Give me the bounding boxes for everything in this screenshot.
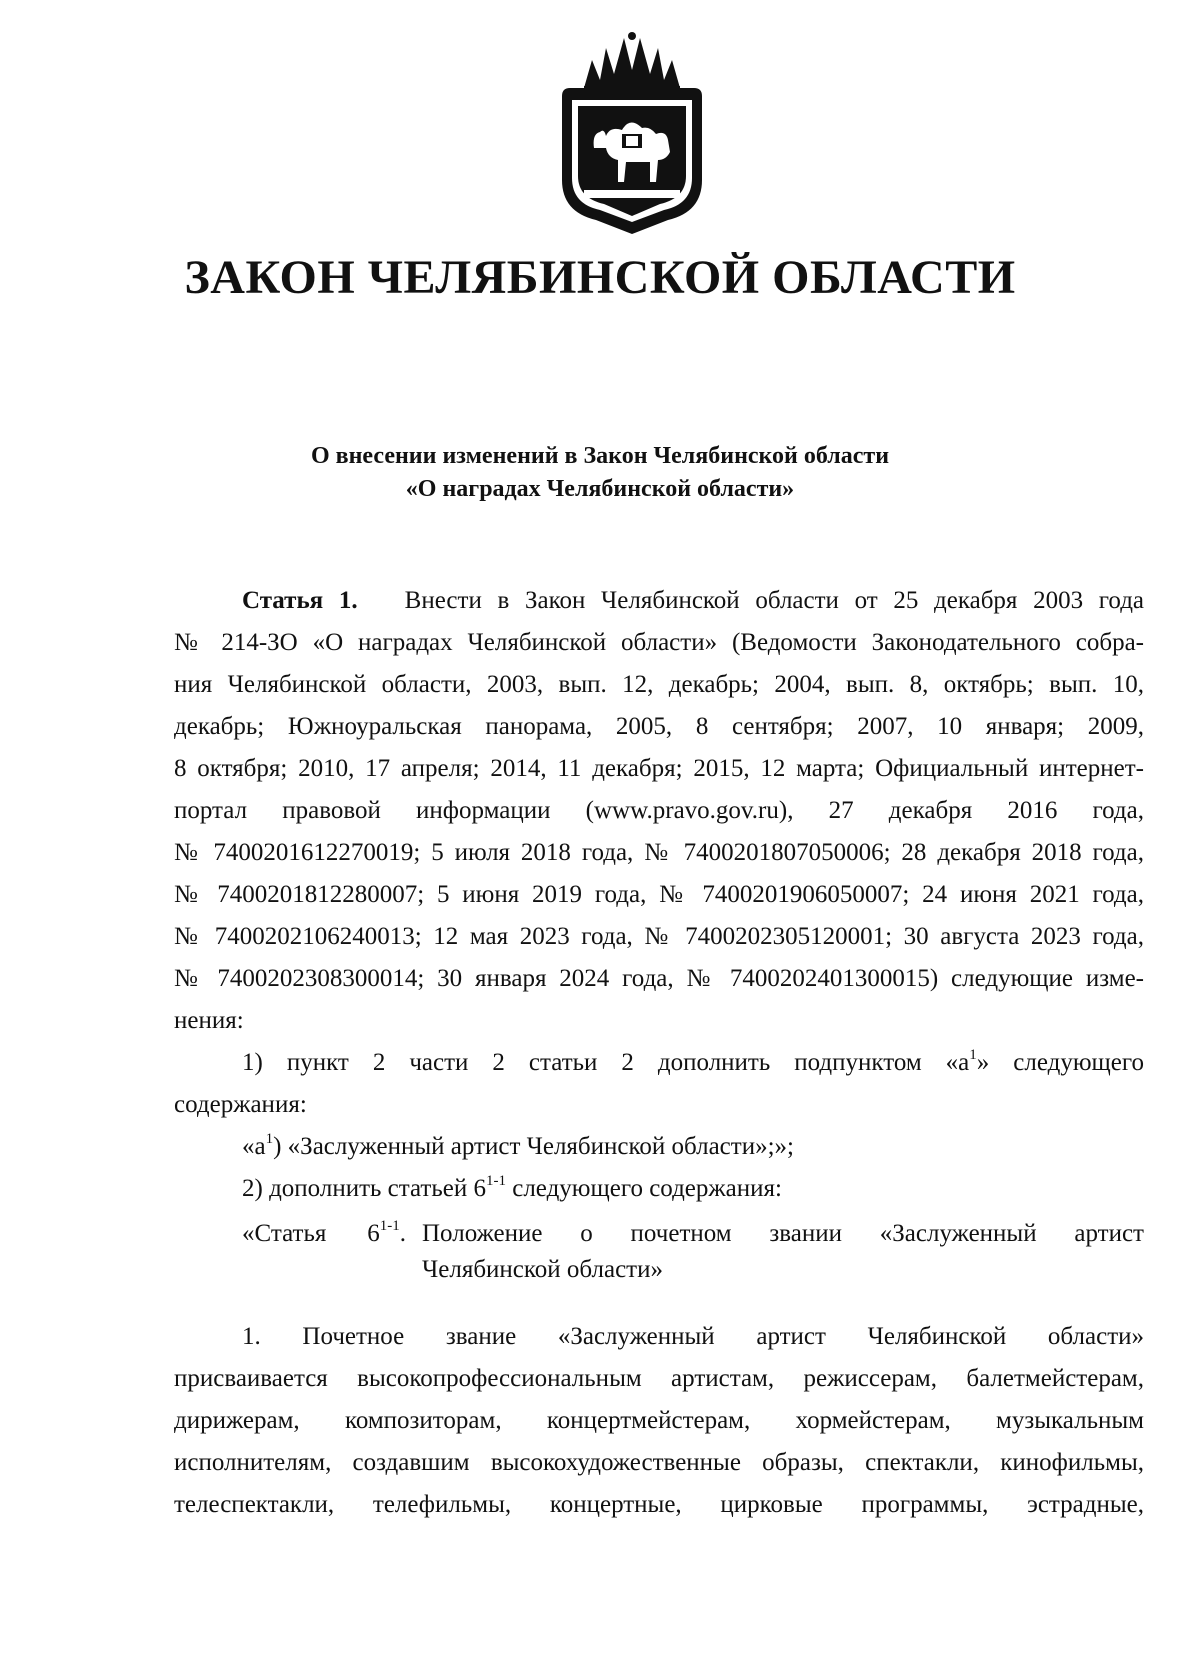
item-2-text-a: 2) дополнить статьей 6	[242, 1175, 486, 1202]
para-1-line-2: дирижерам, композиторам, концертмейстерам, хормейстерам, музыкальным	[174, 1407, 1144, 1434]
para-1-line-3: исполнителям, создавшим высокохудожественные образы, спектакли, кинофильмы,	[174, 1449, 1144, 1476]
quote-superscript: 1	[265, 1131, 274, 1147]
article-1-line-7: № 7400201812280007; 5 июня 2019 года, № 7400201906050007; 24 июня 2021 года,	[174, 881, 1144, 908]
subtitle-line-2: «О наградах Челябинской области»	[405, 476, 795, 502]
coat-of-arms-icon	[548, 30, 716, 238]
article-1-line-8: № 7400202106240013; 12 мая 2023 года, № 7400202305120001; 30 августа 2023 года,	[174, 923, 1144, 950]
article-label: Статья 1.	[242, 587, 358, 614]
article-1-text: Внести в Закон Челябинской области от 25 декабря 2003 года	[404, 587, 1145, 614]
article-1-line-10: нения:	[174, 1007, 244, 1034]
item-2-text-b: следующего содержания:	[505, 1175, 782, 1202]
article-1-line-3: декабрь; Южноуральская панорама, 2005, 8 сентября; 2007, 10 января; 2009,	[174, 713, 1144, 740]
article-1-line-2: ния Челябинской области, 2003, вып. 12, декабрь; 2004, вып. 8, октябрь; вып. 10,	[174, 671, 1144, 698]
article-1-line-5: портал правовой информации (www.pravo.gov.ru), 27 декабря 2016 года,	[174, 797, 1144, 824]
spacer	[174, 1288, 1144, 1316]
para-1-line-4: телеспектакли, телефильмы, концертные, цирковые программы, эстрадные,	[174, 1491, 1144, 1518]
new-article-dot: .	[399, 1220, 406, 1247]
law-title: ЗАКОН ЧЕЛЯБИНСКОЙ ОБЛАСТИ	[184, 251, 1016, 304]
subtitle-line-1: О внесении изменений в Закон Челябинской области	[310, 443, 890, 469]
new-article-word: «Статья	[242, 1220, 327, 1247]
article-1-line-0	[174, 580, 1144, 622]
item-1-continuation: содержания:	[174, 1091, 307, 1118]
item-1	[174, 1042, 1144, 1084]
para-1-line-1: присваивается высокопрофессиональным артистам, режиссерам, балетмейстерам,	[174, 1365, 1144, 1392]
item-1-superscript: 1	[969, 1047, 977, 1063]
article-1-line-9: № 7400202308300014; 30 января 2024 года, № 7400202401300015) следующие изме-	[174, 965, 1144, 992]
quote-text-b: ) «Заслуженный артист Челябинской области»;»;	[273, 1133, 794, 1160]
new-article-title-line-2: Челябинской области»	[422, 1256, 663, 1283]
quote-text-a: «а	[242, 1133, 266, 1160]
item-2-superscript: 1-1	[485, 1173, 506, 1189]
article-1-line-4: 8 октября; 2010, 17 апреля; 2014, 11 декабря; 2015, 12 марта; Официальный интернет-	[174, 755, 1144, 782]
quoted-subitem	[174, 1126, 1144, 1168]
new-article-number: 6	[367, 1220, 380, 1247]
para-1-line-0: 1. Почетное звание «Заслуженный артист Челябинской области»	[242, 1323, 1144, 1350]
article-1-line-6: № 7400201612270019; 5 июля 2018 года, № 7400201807050006; 28 декабря 2018 года,	[174, 839, 1144, 866]
item-2	[174, 1168, 1144, 1210]
article-1	[174, 580, 1144, 1526]
new-article-title	[422, 1216, 1144, 1288]
item-1-text-a: 1) пункт 2 части 2 статьи 2 дополнить подпунктом «а	[242, 1049, 970, 1076]
new-article-superscript: 1-1	[379, 1218, 400, 1234]
new-article-label	[242, 1216, 422, 1288]
new-article-heading	[174, 1216, 1144, 1288]
article-1-line-1: № 214-ЗО «О наградах Челябинской области» (Ведомости Законодательного собра-	[174, 629, 1144, 656]
new-article-title-line-1: Положение о почетном звании «Заслуженный артист	[422, 1220, 1144, 1247]
item-1-text-b: » следующего	[976, 1049, 1144, 1076]
law-subtitle	[0, 440, 1200, 506]
